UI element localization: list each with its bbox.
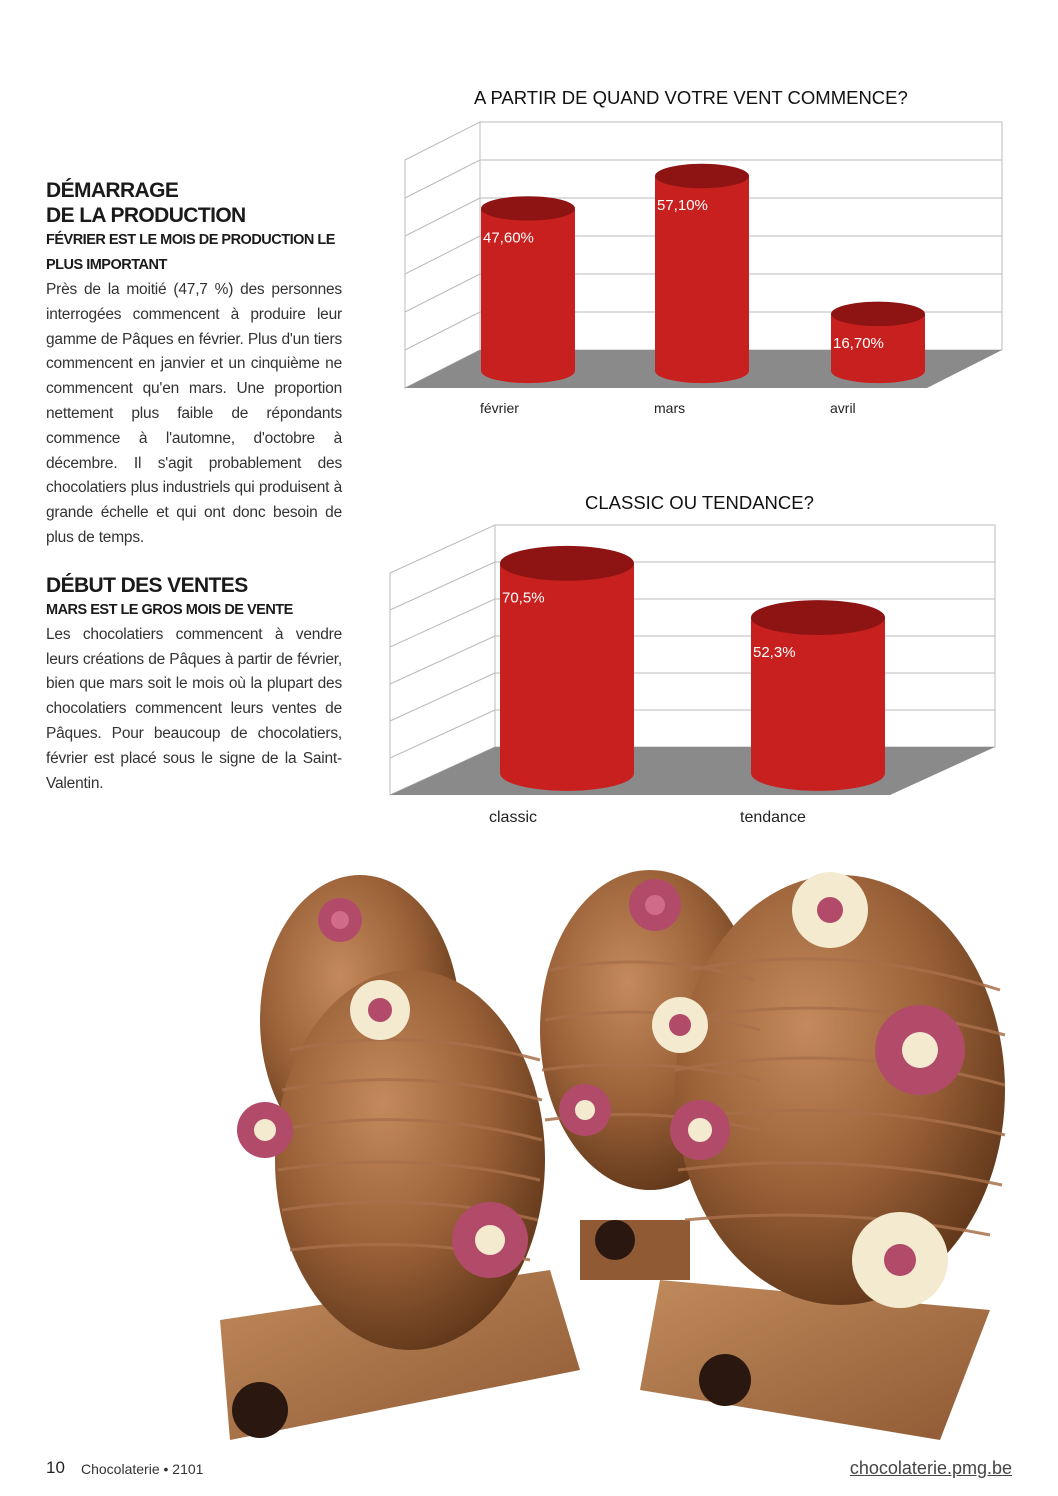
section-heading: DÉBUT DES VENTES — [46, 573, 248, 597]
data-label: 70,5% — [502, 589, 545, 607]
x-tick-label: avril — [830, 400, 856, 416]
section-body: Près de la moitié (47,7 %) des personnes interrogées commencent à produire leur gamme de Pâques en février. Plus d'un tiers commencent en janvier et un cinquième ne commencent qu'en mars. Une proportion nettement plus faible de répondants commence à l'automne, d'octobre à décembre. Il s'agit probablement des chocolatiers plus industriels qui produisent à grande échelle et qui ont donc besoin de plus de temps. — [46, 281, 342, 546]
article-column — [46, 178, 342, 818]
bar-top — [500, 546, 634, 581]
page-footer — [46, 1458, 1012, 1482]
page-number: 10 — [46, 1458, 65, 1477]
data-label: 16,70% — [833, 335, 884, 353]
data-label: 57,10% — [657, 197, 708, 215]
website-link[interactable]: chocolaterie.pmg.be — [849, 1458, 1012, 1478]
section-body: Les chocolatiers commencent à vendre leurs créations de Pâques à partir de février, bien que mars soit le mois où la plupart des chocolatiers commencent leurs ventes de Pâques. Pour beaucoup de chocolatiers, février est placé sous le signe de la Saint-Valentin. — [46, 625, 342, 792]
bar-top — [655, 164, 749, 188]
bar-top — [831, 302, 925, 326]
x-tick-label: tendance — [740, 809, 806, 826]
heading-line: DE LA PRODUCTION — [46, 204, 246, 227]
chart-bar — [500, 546, 634, 791]
chart-title: CLASSIC OU TENDANCE? — [585, 492, 814, 513]
chart-sales-start — [400, 115, 1010, 425]
chart-floor — [390, 747, 995, 795]
x-tick-label: février — [480, 400, 519, 416]
section-sales — [46, 573, 342, 797]
section-subheading: MARS EST LE GROS MOIS DE VENTE — [46, 601, 293, 618]
data-label: 47,60% — [483, 229, 534, 247]
heading-line: DÉMARRAGE — [46, 179, 179, 202]
magazine-issue: Chocolaterie • 2101 — [81, 1461, 204, 1477]
bar-top — [751, 600, 885, 635]
chocolate-easter-eggs-photo — [220, 850, 1020, 1440]
data-label: 52,3% — [753, 643, 796, 661]
section-heading — [46, 178, 342, 228]
section-subheading: FÉVRIER EST LE MOIS DE PRODUCTION LE PLUS IMPORTANT — [46, 232, 335, 273]
x-tick-label: classic — [489, 809, 538, 826]
chart-classic-trend — [385, 520, 1000, 830]
chart-bar — [481, 196, 575, 383]
section-production — [46, 178, 342, 551]
chart-title: A PARTIR DE QUAND VOTRE VENT COMMENCE? — [474, 87, 908, 108]
bar-top — [481, 196, 575, 220]
chart-bar — [751, 600, 885, 791]
x-tick-label: mars — [654, 400, 686, 416]
